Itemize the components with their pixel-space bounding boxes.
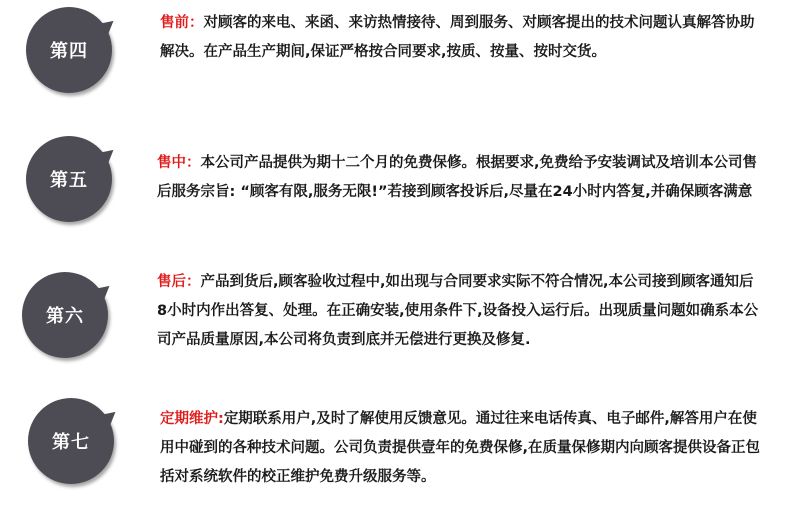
section-lead: 售中：	[157, 155, 201, 171]
badge-circle	[26, 7, 112, 93]
badge-label: 第七	[52, 432, 90, 453]
section-text	[157, 149, 762, 207]
section-text	[160, 405, 765, 492]
section-lead: 售后：	[157, 274, 201, 290]
section-body: 对顾客的来电、来函、来访热情接待、周到服务、对顾客提出的技术问题认真解答协助解决。在产品生产期间,保证严格按合同要求,按质、按量、按时交货。	[160, 15, 755, 60]
section-lead: 售前：	[160, 15, 204, 31]
badge-label: 第五	[50, 170, 88, 191]
badge-circle	[28, 398, 114, 484]
badge-label: 第六	[46, 306, 84, 327]
badge-circle	[22, 272, 108, 358]
section-body: 定期联系用户,及时了解使用反馈意见。通过往来电话传真、电子邮件,解答用户在使用中碰到的各种技术问题。公司负责提供壹年的免费保修,在质量保修期内向顾客提供设备正包括对系统软件的校正维护免费升级服务等。	[160, 411, 761, 485]
section-body: 产品到货后,顾客验收过程中,如出现与合同要求实际不符合情况,本公司接到顾客通知后8小时内作出答复、处理。在正确安装,使用条件下,设备投入运行后。出现质量问题如确系本公司产品质量原因,本公司将负责到底并无偿进行更换及修复.	[157, 274, 759, 348]
section-body: 本公司产品提供为期十二个月的免费保修。根据要求,免费给予安装调试及培训本公司售后服务宗旨: “顾客有限,服务无限!”若接到顾客投诉后,尽量在24小时内答复,并确保顾客满意	[157, 155, 758, 200]
section-text	[160, 9, 760, 67]
section-lead: 定期维护:	[160, 411, 224, 427]
badge-label: 第四	[50, 41, 88, 62]
badge-circle	[26, 136, 112, 222]
section-text	[157, 268, 762, 355]
